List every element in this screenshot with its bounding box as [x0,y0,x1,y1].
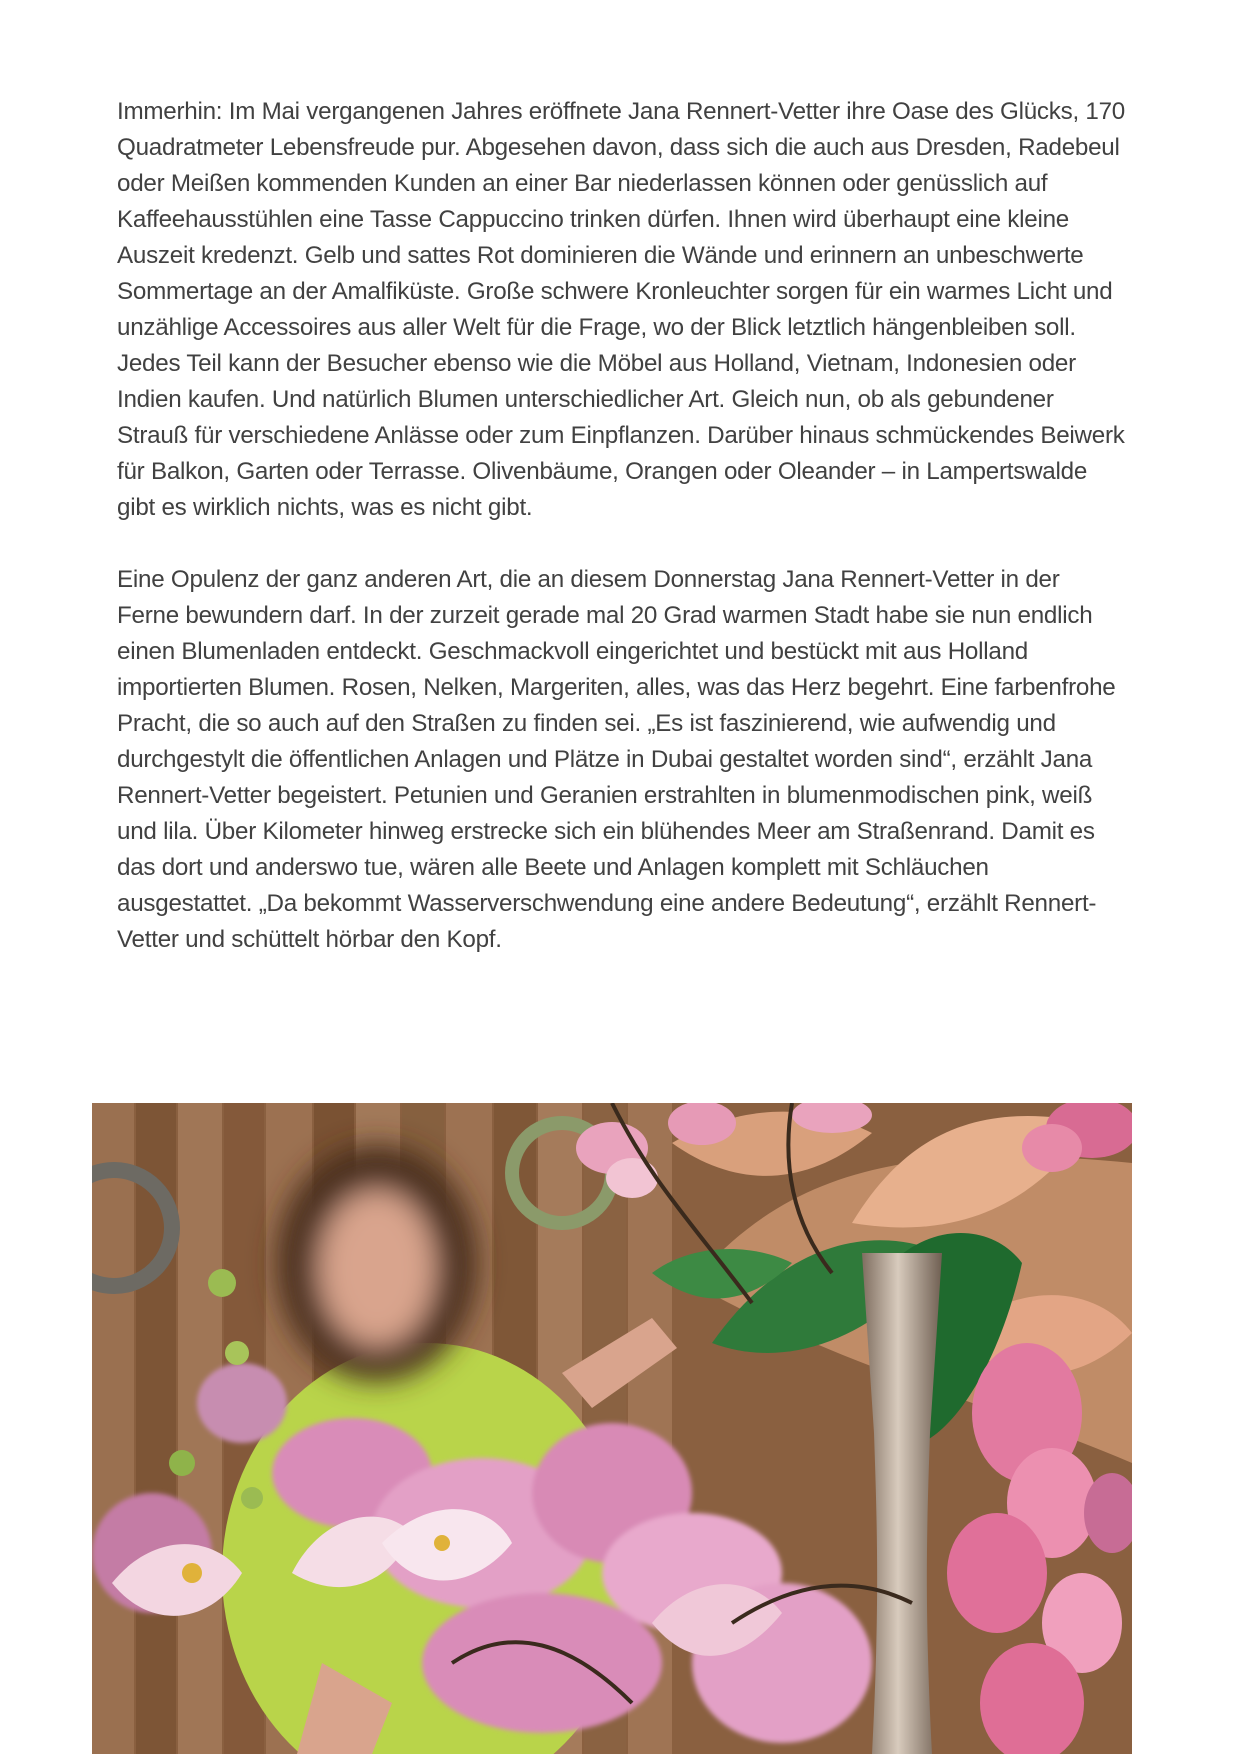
blurred-face [277,1145,477,1381]
article-body [117,94,1127,958]
article-paragraph-1: Immerhin: Im Mai vergangenen Jahres eröffnete Jana Rennert-Vetter ihre Oase des Glücks, 170 Quadratmeter Lebensfreude pur. Abgesehen davon, dass sich die auch aus Dresden, Radebeul oder Meißen kommenden Kunden an einer Bar niederlassen können oder genüsslich auf Kaffeehausstühlen eine Tasse Cappuccino trinken dürfen. Ihnen wird überhaupt eine kleine Auszeit kredenzt. Gelb und sattes Rot dominieren die Wände und erinnern an unbeschwerte Sommertage an der Amalfiküste. Große schwere Kronleuchter sorgen für ein warmes Licht und unzählige Accessoires aus aller Welt für die Frage, wo der Blick letztlich hängenbleiben soll. Jedes Teil kann der Besucher ebenso wie die Möbel aus Holland, Vietnam, Indonesien oder Indien kaufen. Und natürlich Blumen unterschiedlicher Art. Gleich nun, ob als gebundener Strauß für verschiedene Anlässe oder zum Einpflanzen. Darüber hinaus schmückendes Beiwerk für Balkon, Garten oder Terrasse. Olivenbäume, Orangen oder Oleander – in Lampertswalde gibt es wirklich nichts, was es nicht gibt. [117,98,1125,521]
flower-shop-photo [92,1103,1132,1754]
article-paragraph-2: Eine Opulenz der ganz anderen Art, die an diesem Donnerstag Jana Rennert-Vetter in der Ferne bewundern darf. In der zurzeit gerade mal 20 Grad warmen Stadt habe sie nun endlich einen Blumenladen entdeckt. Geschmackvoll eingerichtet und bestückt mit aus Holland importierten Blumen. Rosen, Nelken, Margeriten, alles, was das Herz begehrt. Eine farbenfrohe Pracht, die so auch auf den Straßen zu finden sei. „Es ist faszinierend, wie aufwendig und durchgestylt die öffentlichen Anlagen und Plätze in Dubai gestaltet worden sind“, erzählt Jana Rennert-Vetter begeistert. Petunien und Geranien erstrahlten in blumenmodischen pink, weiß und lila. Über Kilometer hinweg erstrecke sich ein blühendes Meer am Straßenrand. Damit es das dort und anderswo tue, wären alle Beete und Anlagen komplett mit Schläuchen ausgestattet. „Da bekommt Wasserverschwendung eine andere Bedeutung“, erzählt Rennert-Vetter und schüttelt hörbar den Kopf. [117,566,1116,953]
flower-arrangement-illustration [92,1103,1132,1754]
